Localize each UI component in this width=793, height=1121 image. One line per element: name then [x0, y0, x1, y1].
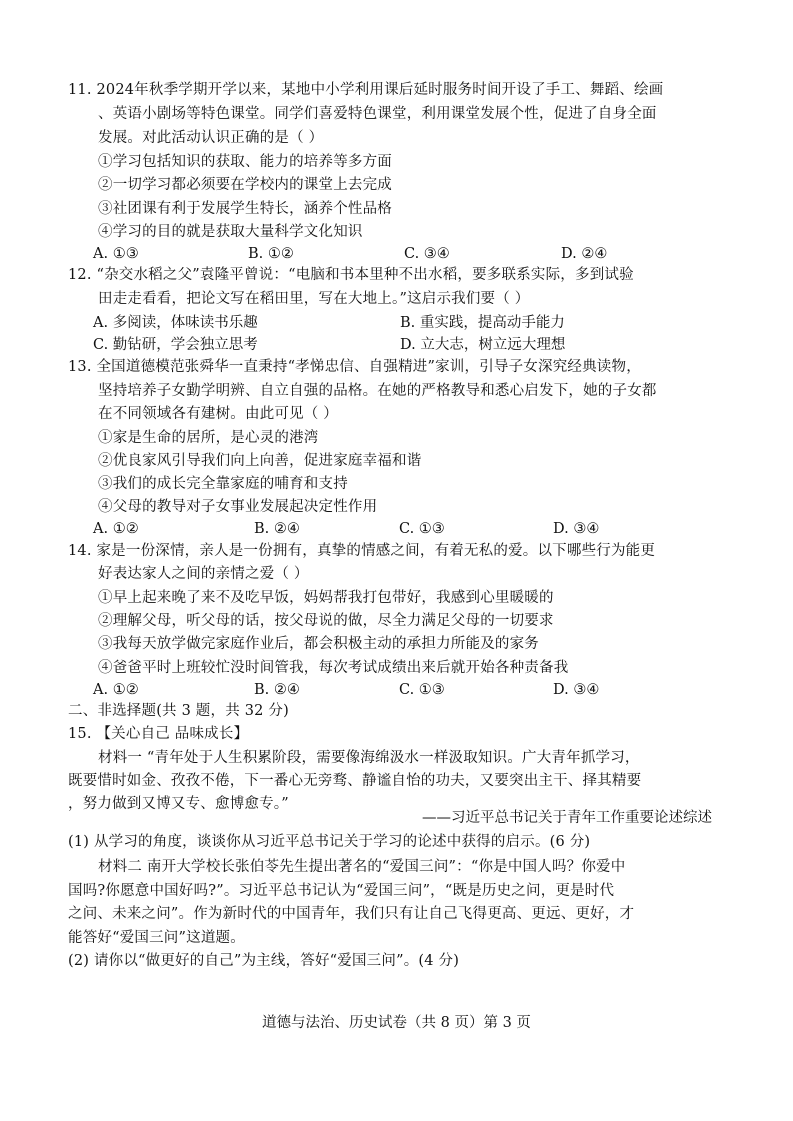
q11-item-2: ②一切学习都必须要在学校内的课堂上去完成 [98, 177, 392, 193]
q15-material1-line-1: 材料一 “青年处于人生积累阶段，需要像海绵汲水一样汲取知识。广大青年抓学习， [98, 750, 640, 766]
q11-option-d: D. ②④ [561, 246, 608, 262]
q11-stem-line-3: 发展。对此活动认识正确的是（ ） [98, 130, 324, 146]
q13-option-b: B. ②④ [254, 521, 300, 537]
q11-item-1: ①学习包括知识的获取、能力的培养等多方面 [98, 154, 392, 170]
q13-item-2: ②优良家风引导我们向上向善，促进家庭幸福和谐 [98, 453, 422, 469]
q11-item-4: ④学习的目的就是获取大量科学文化知识 [98, 224, 363, 240]
q15-material1-line-2: 既要惜时如金、孜孜不倦，下一番心无旁骛、静谧自怡的功夫，又要突出主干、择其精要 [68, 773, 642, 789]
q15-material2-line-2: 国吗?你愿意中国好吗?”。习近平总书记认为“爱国三问”，“既是历史之问，更是时代 [68, 883, 615, 899]
q11-option-a: A. ①③ [93, 246, 139, 262]
q15-sub-question-1: (1) 从学习的角度，谈谈你从习近平总书记关于学习的论述中获得的启示。(6 分) [68, 834, 591, 850]
q13-item-4: ④父母的教导对子女事业发展起决定性作用 [98, 499, 378, 515]
q14-option-d: D. ③④ [553, 682, 600, 698]
q15-material2-line-3: 之问、未来之问”。作为新时代的中国青年，我们只有让自己飞得更高、更远、更好，才 [68, 906, 635, 922]
q14-option-c: C. ①③ [399, 682, 445, 698]
q15-material1-source: ——习近平总书记关于青年工作重要论述综述 [422, 810, 712, 826]
q13-option-a: A. ①② [93, 521, 139, 537]
q11-option-c: C. ③④ [404, 246, 450, 262]
q11-stem-line-1: 11. 2024年秋季学期开学以来，某地中小学利用课后延时服务时间开设了手工、舞蹈、绘画 [68, 82, 664, 98]
q12-option-c: C. 勤钻研，学会独立思考 [93, 337, 258, 353]
q13-stem-line-3: 在不同领域各有建树。由此可见（ ） [98, 406, 339, 422]
q12-stem-line-1: 12. “杂交水稻之父”袁隆平曾说：“电脑和书本里种不出水稻，要多联系实际，多到试验 [68, 267, 634, 283]
q14-item-4: ④爸爸平时上班较忙没时间管我，每次考试成绩出来后就开始各种责备我 [98, 660, 569, 676]
q13-stem-line-1: 13. 全国道德模范张舜华一直秉持“孝悌忠信、自强精进”家训，引导子女深究经典读物， [68, 359, 641, 375]
q13-item-1: ①家是生命的居所，是心灵的港湾 [98, 430, 319, 446]
q14-option-a: A. ①② [93, 682, 139, 698]
q13-stem-line-2: 坚持培养子女勤学明辨、自立自强的品格。在她的严格教导和悉心启发下，她的子女都 [98, 383, 657, 399]
q11-stem-line-2: 、英语小剧场等特色课堂。同学们喜爱特色课堂，利用课堂发展个性，促进了自身全面 [98, 106, 657, 122]
q14-item-1: ①早上起来晚了来不及吃早饭，妈妈帮我打包带好，我感到心里暖暖的 [98, 590, 554, 606]
q12-option-b: B. 重实践，提高动手能力 [400, 315, 565, 331]
q13-option-d: D. ③④ [553, 521, 600, 537]
q13-item-3: ③我们的成长完全靠家庭的哺育和支持 [98, 476, 348, 492]
q15-material2-line-4: 能答好“爱国三问”这道题。 [68, 930, 245, 946]
q14-stem-line-2: 好表达家人之间的亲情之爱（ ） [98, 566, 309, 582]
q14-item-3: ③我每天放学做完家庭作业后，都会积极主动的承担力所能及的家务 [98, 636, 539, 652]
q14-option-b: B. ②④ [254, 682, 300, 698]
q15-title: 15. 【关心自己 品味成长】 [68, 726, 249, 742]
q14-item-2: ②理解父母，听父母的话，按父母说的做，尽全力满足父母的一切要求 [98, 613, 554, 629]
q15-material2-line-1: 材料二 南开大学校长张伯苓先生提出著名的“爱国三问”：“你是中国人吗？你爱中 [98, 859, 626, 875]
q11-item-3: ③社团课有利于发展学生特长，涵养个性品格 [98, 201, 392, 217]
page-footer: 道德与法治、历史试卷（共 8 页）第 3 页 [262, 1015, 531, 1031]
q11-option-b: B. ①② [248, 246, 294, 262]
q14-stem-line-1: 14. 家是一份深情，亲人是一份拥有，真挚的情感之间，有着无私的爱。以下哪些行为能更 [68, 543, 656, 559]
section-heading: 二、非选择题(共 3 题，共 32 分) [68, 703, 289, 719]
q15-sub-question-2: (2) 请你以“做更好的自己”为主线，答好“爱国三问”。(4 分) [68, 953, 460, 969]
q15-material1-line-3: ，努力做到又博又专、愈博愈专。” [68, 796, 289, 812]
q12-stem-line-2: 田走走看看，把论文写在稻田里，写在大地上。”这启示我们要（ ） [98, 291, 530, 307]
q13-option-c: C. ①③ [399, 521, 445, 537]
q12-option-d: D. 立大志，树立远大理想 [400, 337, 566, 353]
q12-option-a: A. 多阅读，体味读书乐趣 [93, 315, 258, 331]
